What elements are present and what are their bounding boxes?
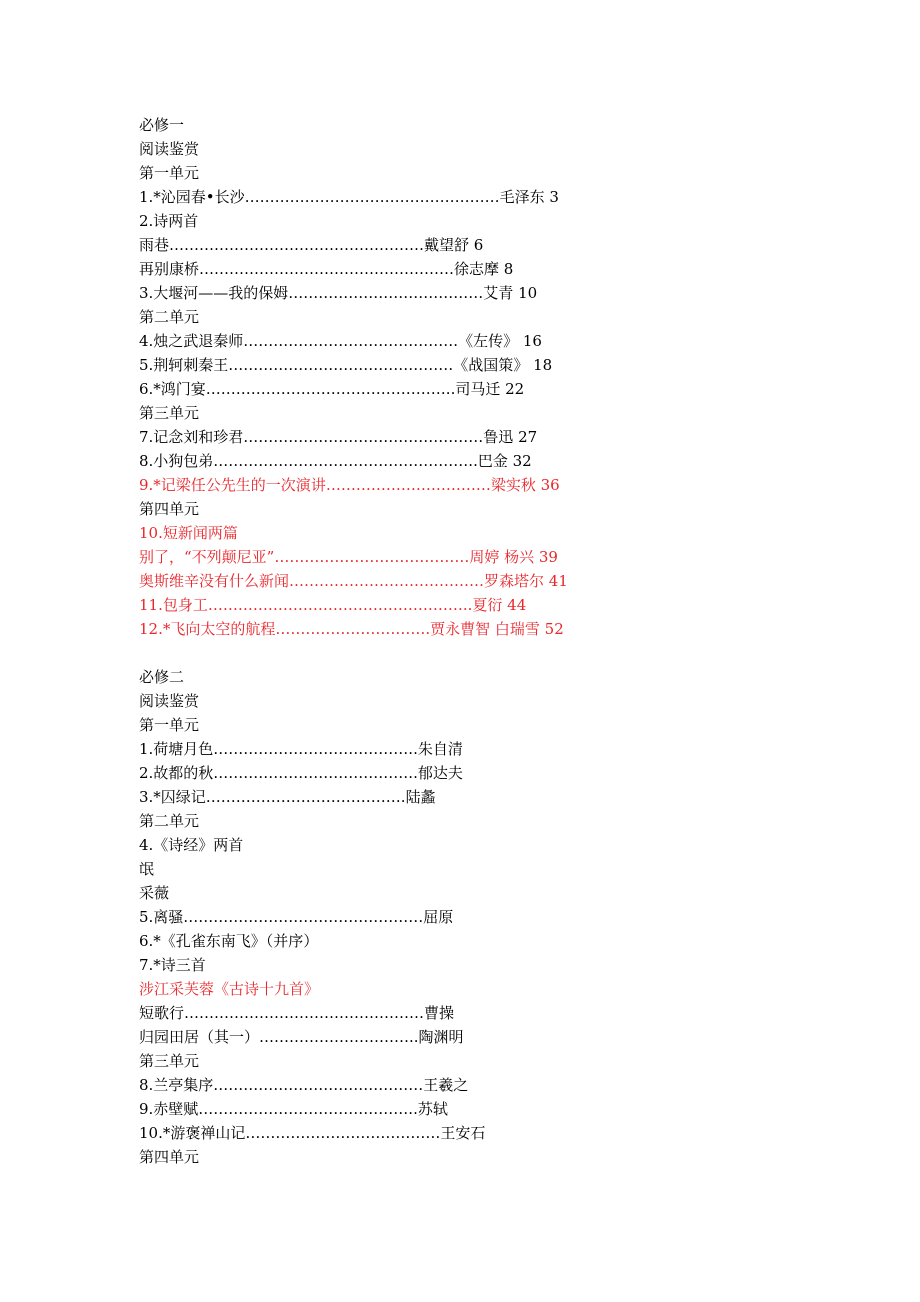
toc-line: 2.故都的秋…………………………………..郁达夫 (139, 764, 463, 782)
toc-line: 1.*沁园春•长沙……………………………………………毛泽东 3 (139, 188, 559, 206)
section-compulsory-2 (139, 665, 859, 1169)
toc-line: 第三单元 (139, 1052, 200, 1070)
toc-line: 8.兰亭集序……………………………………王羲之 (139, 1076, 469, 1094)
toc-line: 11.包身工……………………………………………..夏衍 44 (139, 596, 527, 614)
toc-line: 必修一 (139, 116, 185, 134)
section-gap (139, 641, 859, 665)
toc-line: 采薇 (139, 884, 170, 902)
toc-line: 氓 (139, 860, 155, 878)
toc-line: 别了，“不列颠尼亚”…………………………………周婷 杨兴 39 (139, 548, 558, 566)
toc-line: 第二单元 (139, 308, 200, 326)
toc-line: 10.*游褒禅山记…………………………………王安石 (139, 1124, 486, 1142)
toc-line: 1.荷塘月色…………………………………..朱自清 (139, 740, 463, 758)
toc-line: 第一单元 (139, 164, 200, 182)
toc-line: 第一单元 (139, 716, 200, 734)
section-compulsory-1 (139, 113, 859, 641)
document-page (139, 113, 859, 1169)
toc-line: 必修二 (139, 668, 185, 686)
toc-line: 阅读鉴赏 (139, 140, 200, 158)
toc-line: 2.诗两首 (139, 212, 199, 230)
toc-line: 9.赤壁赋……………………………………..苏轼 (139, 1100, 448, 1118)
toc-line: 再别康桥……………………………………………徐志摩 8 (139, 260, 514, 278)
toc-line: 4.烛之武退秦师…………………………………….《左传》 16 (139, 332, 542, 350)
toc-line: 6.*《孔雀东南飞》（并序） (139, 932, 319, 950)
toc-line: 第二单元 (139, 812, 200, 830)
toc-line: 9.*记梁任公先生的一次演讲……………………………梁实秋 36 (139, 476, 560, 494)
toc-line: 阅读鉴赏 (139, 692, 200, 710)
toc-line: 6.*鸿门宴…………………………………………..司马迁 22 (139, 380, 525, 398)
toc-line: 第四单元 (139, 500, 200, 518)
toc-line: 5.荆轲刺秦王………………………………………《战国策》 18 (139, 356, 553, 374)
toc-line: 12.*飞向太空的航程………………………….贾永曹智 白瑞雪 52 (139, 620, 564, 638)
toc-line: 雨巷……………………………………………戴望舒 6 (139, 236, 484, 254)
toc-line: 短歌行…………………………………………曹操 (139, 1004, 455, 1022)
toc-line: 8.小狗包弟……………………………………………..巴金 32 (139, 452, 532, 470)
toc-line: 7.记念刘和珍君…………………………………………鲁迅 27 (139, 428, 538, 446)
toc-line: 第三单元 (139, 404, 200, 422)
toc-line: 3.大堰河——我的保姆…………………………………艾青 10 (139, 284, 538, 302)
toc-line: 7.*诗三首 (139, 956, 206, 974)
toc-line: 涉江采芙蓉《古诗十九首》 (139, 980, 320, 998)
toc-line: 4.《诗经》两首 (139, 836, 244, 854)
toc-line: 10.短新闻两篇 (139, 524, 238, 542)
toc-line: 5.离骚…………………………………………屈原 (139, 908, 454, 926)
toc-line: 3.*囚绿记………………………………….陆蠡 (139, 788, 436, 806)
toc-line: 归园田居（其一）…………………………..陶渊明 (139, 1028, 464, 1046)
toc-line: 第四单元 (139, 1148, 200, 1166)
toc-line: 奥斯维辛没有什么新闻…………………………………罗森塔尔 41 (139, 572, 568, 590)
